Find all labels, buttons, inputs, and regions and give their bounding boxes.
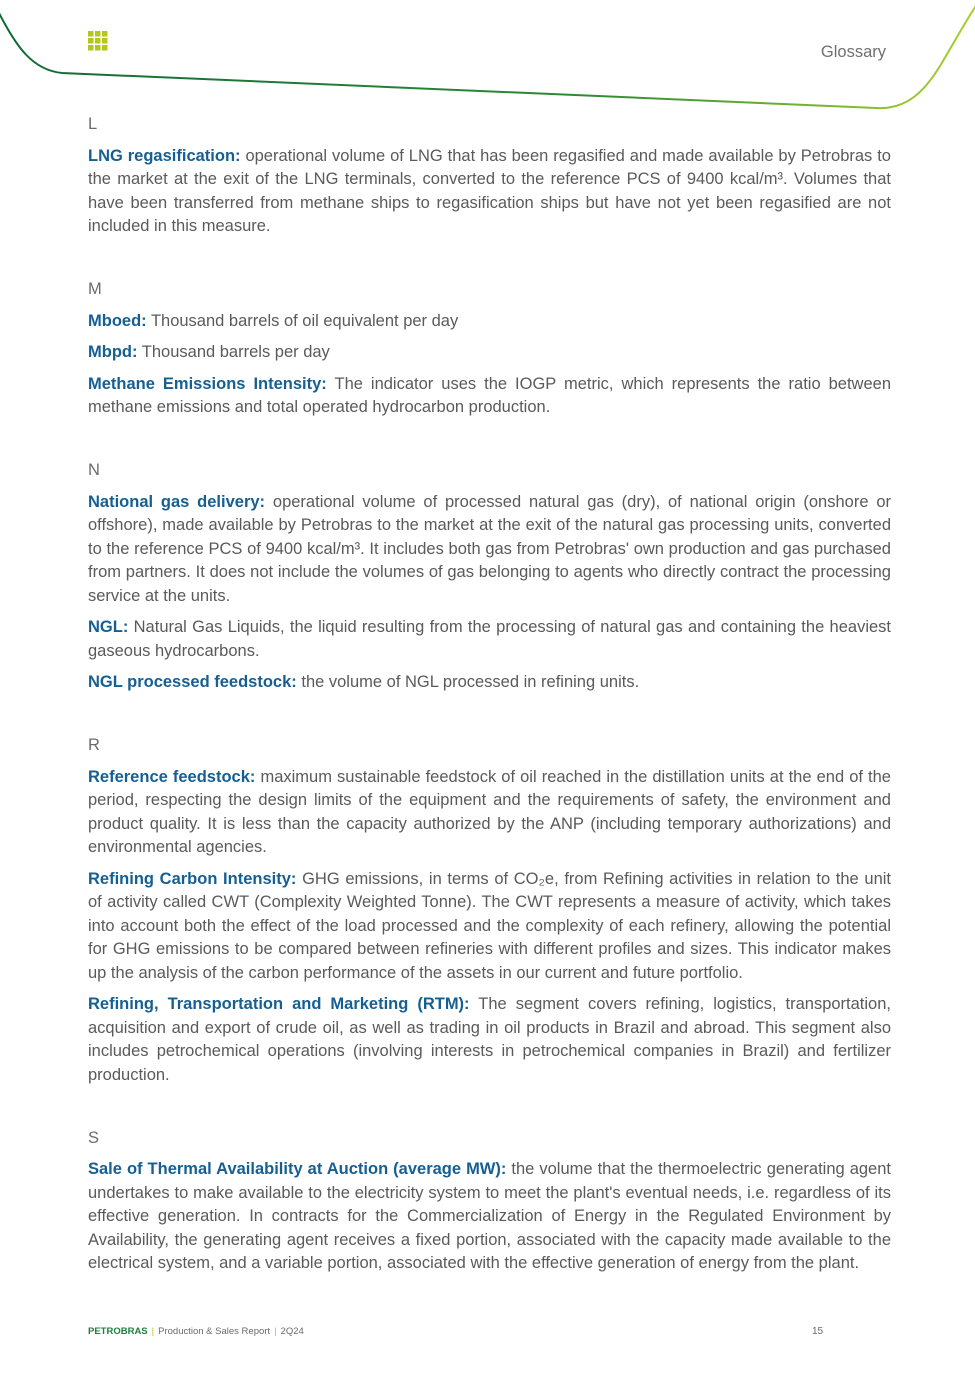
footer-separator: | xyxy=(151,1326,155,1337)
glossary-term: LNG regasification: xyxy=(88,146,241,165)
glossary-term: Mbpd: xyxy=(88,343,138,361)
glossary-term: Sale of Thermal Availability at Auction (average MW): xyxy=(88,1160,507,1178)
glossary-section-n xyxy=(88,459,891,695)
glossary-section-m xyxy=(88,278,891,420)
page-footer xyxy=(88,1325,304,1339)
glossary-entry-methane-emissions-intensity xyxy=(88,373,891,420)
glossary-entry-ngl xyxy=(88,616,891,663)
glossary-definition: Thousand barrels per day xyxy=(141,343,330,361)
page-number: 15 xyxy=(812,1326,824,1337)
glossary-term: NGL processed feedstock: xyxy=(88,673,297,691)
glossary-term: NGL: xyxy=(88,618,129,636)
section-letter: M xyxy=(88,280,102,298)
glossary-definition: operational volume of LNG that has been regasified and made available by Petrobras to the market at the exit of the LNG terminals, converted to the reference PCS of 9400 kcal/m³. Volumes that have been transferred from methane ships to regasification ships but have not yet been regasified are not included in this measure. xyxy=(88,146,891,235)
glossary-entry-refining-carbon-intensity xyxy=(88,868,891,986)
glossary-term: Methane Emissions Intensity: xyxy=(88,374,327,393)
section-letter: S xyxy=(88,1128,100,1147)
glossary-definition: Thousand barrels of oil equivalent per day xyxy=(150,311,459,330)
section-letter: L xyxy=(88,115,98,133)
glossary-term: Refining Carbon Intensity: xyxy=(88,869,297,888)
glossary-content xyxy=(88,113,891,1276)
glossary-entry-reference-feedstock xyxy=(88,766,891,860)
glossary-entry-sale-of-thermal-availability xyxy=(88,1158,891,1276)
page-title: Glossary xyxy=(820,43,886,61)
glossary-term: Refining, Transportation and Marketing (RTM): xyxy=(88,995,470,1013)
glossary-entry-ngl-processed-feedstock xyxy=(88,671,891,695)
petrobras-grid-logo-icon xyxy=(88,31,108,51)
footer-period: 2Q24 xyxy=(280,1326,304,1337)
footer-brand: PETROBRAS xyxy=(88,1326,148,1337)
section-letter: R xyxy=(88,736,100,754)
glossary-entry-national-gas-delivery xyxy=(88,491,891,609)
glossary-definition: The indicator uses the IOGP metric, which represents the ratio between methane emissions and total operated hydrocarbon production. xyxy=(88,374,891,416)
glossary-entry-lng-regasification xyxy=(88,145,891,239)
glossary-definition: GHG emissions, in terms of CO₂e, from Refining activities in relation to the unit of activity called CWT (Complexity Weighted Tonne). The CWT represents a measure of activity, which takes into account both the effect of the load processed and the complexity of each refinery, allowing the potential for GHG emissions to be compared between refineries with different profiles and sizes. This indicator makes up the analysis of the carbon performance of the assets in our current and future portfolio. xyxy=(88,869,891,982)
glossary-definition: the volume of NGL processed in refining units. xyxy=(301,673,640,691)
glossary-term: Reference feedstock: xyxy=(88,767,256,786)
glossary-definition: maximum sustainable feedstock of oil reached in the distillation units at the end of the period, respecting the design limits of the equipment and the requirements of safety, the environment and product quality. It is less than the capacity authorized by the ANP (including temporary authorizations) and environmental agencies. xyxy=(88,767,891,856)
glossary-entry-mboed xyxy=(88,310,891,334)
glossary-definition: Natural Gas Liquids, the liquid resulting from the processing of natural gas and containing the heaviest gaseous hydrocarbons. xyxy=(88,618,892,660)
glossary-section-l xyxy=(88,113,891,239)
footer-separator: | xyxy=(274,1326,277,1337)
glossary-definition: The segment covers refining, logistics, transportation, acquisition and export of crude oil, as well as trading in oil products in Brazil and abroad. This segment also includes petrochemical operations (involving interests in petrochemical companies in Brazil) and fertilizer production. xyxy=(88,995,891,1084)
glossary-definition: operational volume of processed natural gas (dry), of national origin (onshore or offshore), made available by Petrobras to the market at the exit of the natural gas processing units, converted to the reference PCS of 9400 kcal/m³. It includes both gas from Petrobras' own production and gas purchased from partners. It does not include the volumes of gas belonging to agents who directly contract the processing service at the units. xyxy=(88,492,892,605)
glossary-section-s xyxy=(88,1127,891,1276)
glossary-term: National gas delivery: xyxy=(88,492,266,511)
glossary-definition: the volume that the thermoelectric generating agent undertakes to make available to the electricity system to meet the plant's eventual needs, i.e. regardless of its effective generation. In contracts for the Commercialization of Energy in the Regulated Environment by Availability, the generating agent receives a fixed portion, associated with the capacity made available to the electrical system, and a variable portion, associated with the effective generation of energy from the plant. xyxy=(88,1160,891,1272)
section-letter: N xyxy=(88,461,100,479)
glossary-section-r xyxy=(88,734,891,1087)
glossary-entry-mbpd xyxy=(88,341,891,365)
glossary-entry-rtm xyxy=(88,993,891,1087)
footer-report-name: Production & Sales Report xyxy=(158,1326,271,1337)
glossary-term: Mboed: xyxy=(88,311,147,330)
